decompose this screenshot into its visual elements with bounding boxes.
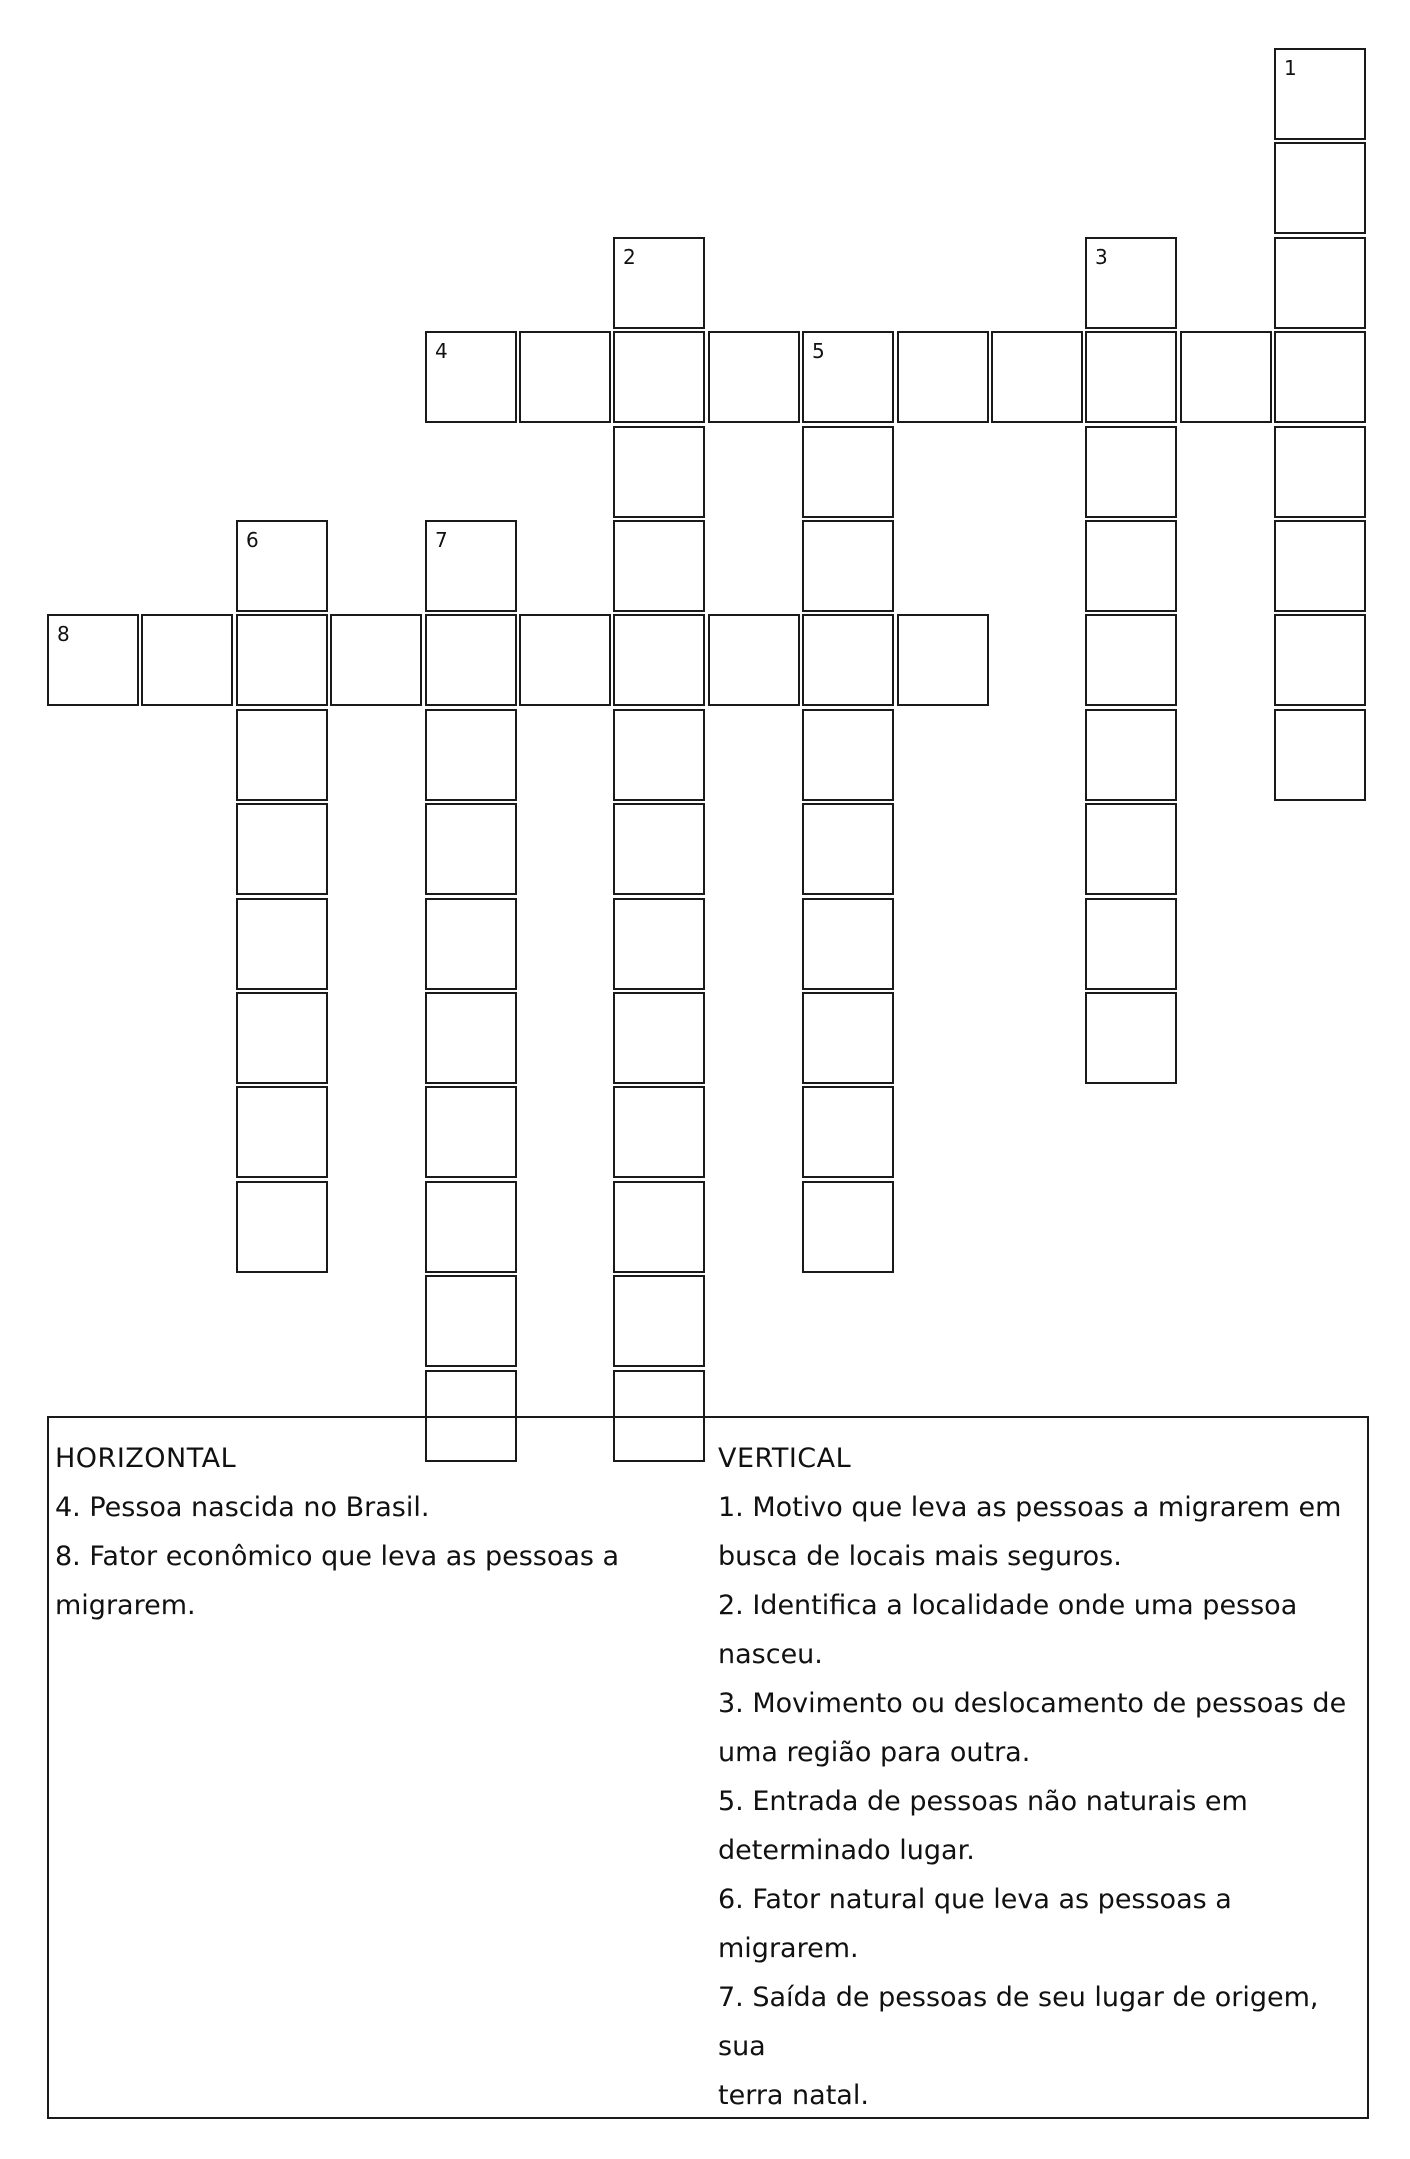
crossword-cell[interactable]: [1274, 331, 1366, 423]
crossword-cell[interactable]: [236, 1086, 328, 1178]
clue-number: 5: [812, 339, 825, 363]
crossword-cell[interactable]: [236, 898, 328, 990]
clue-line: migrarem.: [718, 1933, 859, 1964]
crossword-cell[interactable]: [802, 614, 894, 706]
crossword-cell[interactable]: [425, 1275, 517, 1367]
crossword-cell[interactable]: [802, 898, 894, 990]
crossword-cell[interactable]: [1085, 709, 1177, 801]
clue-line: 6. Fator natural que leva as pessoas a: [718, 1884, 1232, 1915]
clue-number: 4: [435, 339, 448, 363]
crossword-cell[interactable]: [1274, 520, 1366, 612]
clue-line: 4. Pessoa nascida no Brasil.: [55, 1492, 430, 1523]
horizontal-clues: [55, 1434, 655, 1630]
crossword-cell[interactable]: [613, 803, 705, 895]
crossword-cell[interactable]: [425, 614, 517, 706]
crossword-cell[interactable]: [802, 709, 894, 801]
crossword-cell[interactable]: [1085, 520, 1177, 612]
clue-line: 2. Identifica a localidade onde uma pessoa: [718, 1590, 1298, 1621]
crossword-cell[interactable]: [1274, 142, 1366, 234]
crossword-cell[interactable]: [425, 709, 517, 801]
crossword-cell[interactable]: [236, 803, 328, 895]
crossword-cell[interactable]: [425, 331, 517, 423]
crossword-cell[interactable]: [425, 803, 517, 895]
crossword-cell[interactable]: [613, 898, 705, 990]
crossword-cell[interactable]: [613, 992, 705, 1084]
clue-number: 3: [1095, 245, 1108, 269]
crossword-cell[interactable]: [613, 520, 705, 612]
clue-number: 8: [57, 622, 70, 646]
crossword-cell[interactable]: [613, 1086, 705, 1178]
crossword-cell[interactable]: [991, 331, 1083, 423]
crossword-cell[interactable]: [1274, 709, 1366, 801]
clue-number: 7: [435, 528, 448, 552]
crossword-cell[interactable]: [1085, 992, 1177, 1084]
crossword-cell[interactable]: [141, 614, 233, 706]
clue-line: uma região para outra.: [718, 1737, 1031, 1768]
crossword-cell[interactable]: [519, 331, 611, 423]
crossword-cell[interactable]: [425, 520, 517, 612]
clue-line: terra natal.: [718, 2080, 869, 2111]
crossword-cell[interactable]: [613, 614, 705, 706]
crossword-cell[interactable]: [613, 237, 705, 329]
crossword-cell[interactable]: [1180, 331, 1272, 423]
crossword-cell[interactable]: [613, 1181, 705, 1273]
clue-line: nasceu.: [718, 1639, 823, 1670]
crossword-cell[interactable]: [1085, 803, 1177, 895]
crossword-cell[interactable]: [1274, 237, 1366, 329]
crossword-cell[interactable]: [802, 1181, 894, 1273]
crossword-cell[interactable]: [425, 1086, 517, 1178]
crossword-cell[interactable]: [1085, 331, 1177, 423]
crossword-cell[interactable]: [425, 898, 517, 990]
clue-line: 7. Saída de pessoas de seu lugar de origem, sua: [718, 1982, 1319, 2062]
crossword-cell[interactable]: [802, 1086, 894, 1178]
crossword-cell[interactable]: [1085, 614, 1177, 706]
crossword-cell[interactable]: [1085, 237, 1177, 329]
crossword-cell[interactable]: [236, 614, 328, 706]
crossword-cell[interactable]: [613, 1275, 705, 1367]
crossword-cell[interactable]: [1274, 426, 1366, 518]
clue-line: migrarem.: [55, 1590, 196, 1621]
crossword-cell[interactable]: [613, 331, 705, 423]
clue-line: busca de locais mais seguros.: [718, 1541, 1122, 1572]
crossword-cell[interactable]: [708, 614, 800, 706]
crossword-cell[interactable]: [519, 614, 611, 706]
crossword-cell[interactable]: [613, 426, 705, 518]
vertical-clues: [718, 1434, 1368, 2120]
crossword-cell[interactable]: [1274, 614, 1366, 706]
clue-line: 1. Motivo que leva as pessoas a migrarem em: [718, 1492, 1342, 1523]
clue-number: 6: [246, 528, 259, 552]
clue-line: determinado lugar.: [718, 1835, 975, 1866]
clue-line: 5. Entrada de pessoas não naturais em: [718, 1786, 1248, 1817]
clue-number: 2: [623, 245, 636, 269]
crossword-cell[interactable]: [613, 709, 705, 801]
crossword-cell[interactable]: [236, 992, 328, 1084]
crossword-cell[interactable]: [708, 331, 800, 423]
crossword-cell[interactable]: [1274, 48, 1366, 140]
clue-line: 8. Fator econômico que leva as pessoas a: [55, 1541, 620, 1572]
crossword-cell[interactable]: [897, 331, 989, 423]
crossword-cell[interactable]: [802, 426, 894, 518]
horizontal-heading: HORIZONTAL: [55, 1443, 237, 1474]
crossword-cell[interactable]: [425, 992, 517, 1084]
crossword-cell[interactable]: [1085, 426, 1177, 518]
crossword-cell[interactable]: [236, 1181, 328, 1273]
crossword-cell[interactable]: [802, 331, 894, 423]
crossword-cell[interactable]: [425, 1181, 517, 1273]
crossword-cell[interactable]: [1085, 898, 1177, 990]
crossword-cell[interactable]: [802, 520, 894, 612]
crossword-cell[interactable]: [897, 614, 989, 706]
crossword-cell[interactable]: [47, 614, 139, 706]
crossword-cell[interactable]: [236, 709, 328, 801]
crossword-cell[interactable]: [330, 614, 422, 706]
clues-panel: [47, 1416, 1369, 2119]
clue-line: 3. Movimento ou deslocamento de pessoas de: [718, 1688, 1347, 1719]
vertical-heading: VERTICAL: [718, 1443, 852, 1474]
crossword-cell[interactable]: [802, 803, 894, 895]
clue-number: 1: [1284, 56, 1297, 80]
crossword-cell[interactable]: [236, 520, 328, 612]
crossword-cell[interactable]: [802, 992, 894, 1084]
